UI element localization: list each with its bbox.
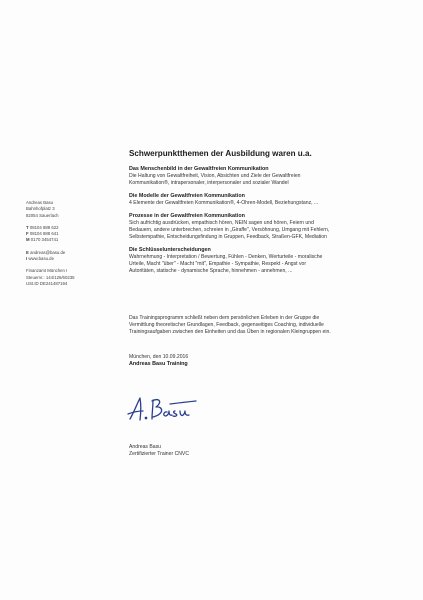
handwritten-signature <box>126 392 206 426</box>
company-name: Andreas Basu Training <box>129 361 188 367</box>
section-heading: Das Menschenbild in der Gewaltfreien Kommunikation <box>129 166 269 172</box>
section-body: Die Haltung von Gewaltfreiheit, Vision, Absichten und Ziele der Gewaltfreien Kommunikation®, intrapersonaler, interpersonaler und sozialer Wandel <box>129 173 301 186</box>
document-title: Schwerpunktthemen der Ausbildung waren u.a. <box>129 149 312 158</box>
sender-email: E andreas@basu.de <box>26 249 66 255</box>
sender-fax: F 08104 888 641 <box>26 231 59 237</box>
sender-street: Bahnhofplatz 3 <box>26 206 55 212</box>
section-heading: Die Schlüsselunterscheidungen <box>129 247 211 253</box>
sender-address-block <box>26 200 106 287</box>
main-content <box>129 149 389 281</box>
vat-id: USt.ID DE241487194 <box>26 280 68 286</box>
section-heading: Die Modelle der Gewaltfreien Kommunikation <box>129 193 245 199</box>
tax-office: Finanzamt München I <box>26 268 68 274</box>
place-and-date: München, den 10.09.2016 <box>129 354 189 360</box>
signer-title: Zertifizierter Trainer CNVC <box>129 451 190 457</box>
closing-paragraph: Das Trainingsprogramm schließt neben dem persönlichen Erleben in der Gruppe die Vermittlung theoretischer Grundlagen, Feedback, gegenseitiges Coaching, individuelle Trainingsaufgaben zwischen den Einheiten und das Üben in regionalen Kleingruppen ein. <box>129 315 331 335</box>
sender-city: 82054 Sauerlach <box>26 212 59 218</box>
sender-website: I www.basu.de <box>26 256 54 262</box>
signer-name: Andreas Basu <box>129 444 161 450</box>
signer-block <box>129 444 189 458</box>
sender-name: Andreas Basu <box>26 200 53 205</box>
section-prozesse <box>129 213 389 241</box>
section-heading: Prozesse in der Gewaltfreien Kommunikation <box>129 213 245 219</box>
section-body: Wahrnehmung - Interpretation / Bewertung, Fühlen - Denken, Werturteile - moralische Urteile, Macht "über" - Macht "mit", Empathie - Sympathie, Respekt - Angst vor Autoritäten, statische - dynamische Sprache, hinnehmen - annehmen, ... <box>129 254 323 274</box>
sender-mobile: M 0170 3454741 <box>26 237 59 243</box>
sender-phone: T 08104 888 622 <box>26 224 59 230</box>
section-body: 4 Elemente der Gewaltfreien Kommunikation®, 4-Ohren-Modell, Beziehungstanz, ... <box>129 200 319 206</box>
tax-number: Steuernr.: 144/126/60235 <box>26 274 75 280</box>
section-modelle <box>129 193 389 207</box>
section-menschenbild <box>129 166 389 187</box>
section-schluesselunterscheidungen <box>129 247 389 275</box>
section-body: Sich aufrichtig ausdrücken, empathisch hören, NEIN sagen und hören, Feiern und Bedauern, andere unterbrechen, schreien in „Giraffe", Versöhnung, Umgang mit Fehlern, Selbstempathie, Entscheidungsfindung in Gruppen, Feedback, Straßen-GFK, Mediation <box>129 220 330 240</box>
